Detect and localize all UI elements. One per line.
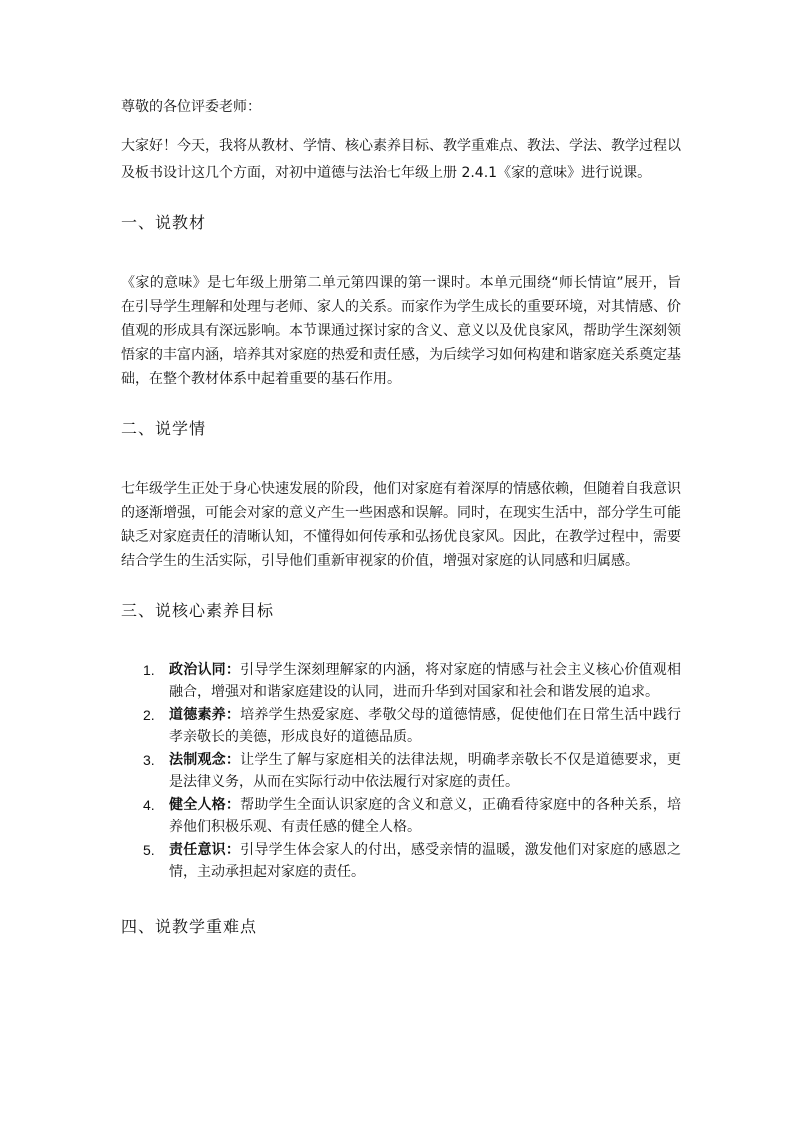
list-item-number: 5. bbox=[143, 842, 155, 858]
list-item bbox=[121, 704, 681, 748]
list-item-term: 政治认同： bbox=[169, 662, 241, 678]
intro-paragraph: 大家好！今天，我将从教材、学情、核心素养目标、教学重难点、教法、学法、教学过程以及板书设计这几个方面，对初中道德与法治七年级上册 2.4.1《家的意味》进行说课。 bbox=[121, 138, 681, 181]
section-body-textbook: 《家的意味》是七年级上册第二单元第四课的第一课时。本单元围绕“师长情谊”展开，旨在引导学生理解和处理与老师、家人的关系。而家作为学生成长的重要环境，对其情感、价值观的形成具有深远影响。本节课通过探讨家的含义、意义以及优良家风，帮助学生深刻领悟家的丰富内涵，培养其对家庭的热爱和责任感，为后续学习如何构建和谐家庭关系奠定基础，在整个教材体系中起着重要的基石作用。 bbox=[121, 275, 681, 387]
list-item-number: 3. bbox=[143, 752, 155, 768]
list-item-text: 引导学生深刻理解家的内涵，将对家庭的情感与社会主义核心价值观相融合，增强对和谐家庭建设的认同，进而升华到对国家和社会和谐发展的追求。 bbox=[169, 662, 682, 700]
list-item-number: 4. bbox=[143, 797, 155, 813]
list-item bbox=[121, 659, 681, 703]
list-item-text: 帮助学生全面认识家庭的含义和意义，正确看待家庭中的各种关系，培养他们积极乐观、有责任感的健全人格。 bbox=[169, 797, 682, 835]
list-item-term: 健全人格： bbox=[169, 797, 241, 813]
list-item-text: 让学生了解与家庭相关的法律法规，明确孝亲敬长不仅是道德要求，更是法律义务，从而在实际行动中依法履行对家庭的责任。 bbox=[169, 752, 682, 790]
section-heading-key-points: 四、说教学重难点 bbox=[121, 917, 258, 936]
section-heading-students: 二、说学情 bbox=[121, 419, 207, 438]
list-item-term: 法制观念： bbox=[169, 752, 241, 768]
list-item-term: 责任意识： bbox=[169, 842, 241, 858]
list-item-text: 引导学生体会家人的付出，感受亲情的温暖，激发他们对家庭的感恩之情，主动承担起对家庭的责任。 bbox=[169, 842, 682, 880]
list-item-term: 道德素养： bbox=[169, 707, 241, 723]
list-item-number: 2. bbox=[143, 707, 155, 723]
core-goals-list bbox=[121, 659, 681, 883]
section-heading-textbook: 一、说教材 bbox=[121, 213, 207, 232]
greeting: 尊敬的各位评委老师： bbox=[121, 99, 261, 115]
document-body bbox=[121, 94, 681, 975]
section-body-students: 七年级学生正处于身心快速发展的阶段，他们对家庭有着深厚的情感依赖，但随着自我意识的逐渐增强，可能会对家的意义产生一些困惑和误解。同时，在现实生活中，部分学生可能缺乏对家庭责任的清晰认知，不懂得如何传承和弘扬优良家风。因此，在教学过程中，需要结合学生的生活实际，引导他们重新审视家的价值，增强对家庭的认同感和归属感。 bbox=[121, 481, 681, 569]
section-heading-core-goals: 三、说核心素养目标 bbox=[121, 601, 275, 620]
list-item bbox=[121, 749, 681, 793]
list-item-number: 1. bbox=[143, 662, 155, 678]
list-item bbox=[121, 839, 681, 883]
list-item-text: 培养学生热爱家庭、孝敬父母的道德情感，促使他们在日常生活中践行孝亲敬长的美德，形成良好的道德品质。 bbox=[169, 707, 682, 745]
list-item bbox=[121, 794, 681, 838]
